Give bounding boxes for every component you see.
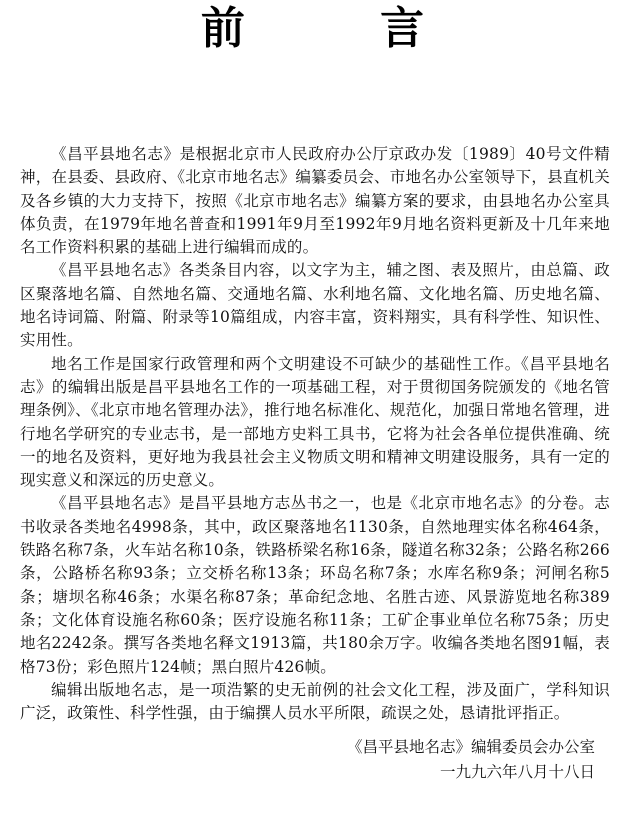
paragraph-1: 《昌平县地名志》是根据北京市人民政府办公厅京政办发〔1989〕40号文件精神，在县委、县政府、《北京市地名志》编纂委员会、市地名办公室领导下，县直机关及各乡镇的大力支持下，按照《北京市地名志》编纂方案的要求，由县地名办公室具体负责，在1979年地名普查和1991年9月至1992年9月地名资料更新及十几年来地名工作资料积累的基础上进行编辑而成的。 — [20, 145, 610, 257]
signoff-date: 一九九六年八月十八日 — [439, 763, 595, 781]
signoff-block — [347, 735, 595, 785]
preface-body — [20, 143, 610, 725]
paragraph-3: 地名工作是国家行政管理和两个文明建设不可缺少的基础性工作。《昌平县地名志》的编辑出版是昌平县地名工作的一项基础工程，对于贯彻国务院颁发的《地名管理条例》、《北京市地名管理办法》，推行地名标准化、规范化，加强日常地名管理，进行地名学研究的专业志书，是一部地方史料工具书，它将为社会各单位提供准确、统一的地名及资料，更好地为我县社会主义物质文明和精神文明建设服务，具有一定的现实意义和深远的历史意义。 — [20, 354, 610, 490]
paragraph-2: 《昌平县地名志》各类条目内容，以文字为主，辅之图、表及照片，由总篇、政区聚落地名篇、自然地名篇、交通地名篇、水利地名篇、文化地名篇、历史地名篇、地名诗词篇、附篇、附录等10篇组成，内容丰富，资料翔实，具有科学性、知识性、实用性。 — [20, 261, 610, 350]
paragraph-5: 编辑出版地名志，是一项浩繁的史无前例的社会文化工程，涉及面广，学科知识广泛，政策性、科学性强，由于编撰人员水平所限，疏误之处，恳请批评指正。 — [20, 680, 610, 723]
paragraph-4: 《昌平县地名志》是昌平县地方志丛书之一，也是《北京市地名志》的分卷。志书收录各类地名4998条，其中，政区聚落地名1130条，自然地理实体名称464条，铁路名称7条，火车站名称10条，铁路桥梁名称16条，隧道名称32条；公路名称266条，公路桥名称93条；立交桥名称13条；环岛名称7条；水库名称9条；河闸名称5条；塘坝名称46条；水渠名称87条；革命纪念地、名胜古迹、风景游览地名称389条；文化体育设施名称60条；医疗设施名称11条；工矿企事业单位名称75条；历史地名2242条。撰写各类地名释文1913篇，共180余万字。收编各类地名图91幅，表格73份；彩色照片124帧；黑白照片426帧。 — [20, 494, 610, 676]
signoff-organization: 《昌平县地名志》编辑委员会办公室 — [346, 738, 595, 756]
page-title: 前 言 — [200, 3, 485, 54]
